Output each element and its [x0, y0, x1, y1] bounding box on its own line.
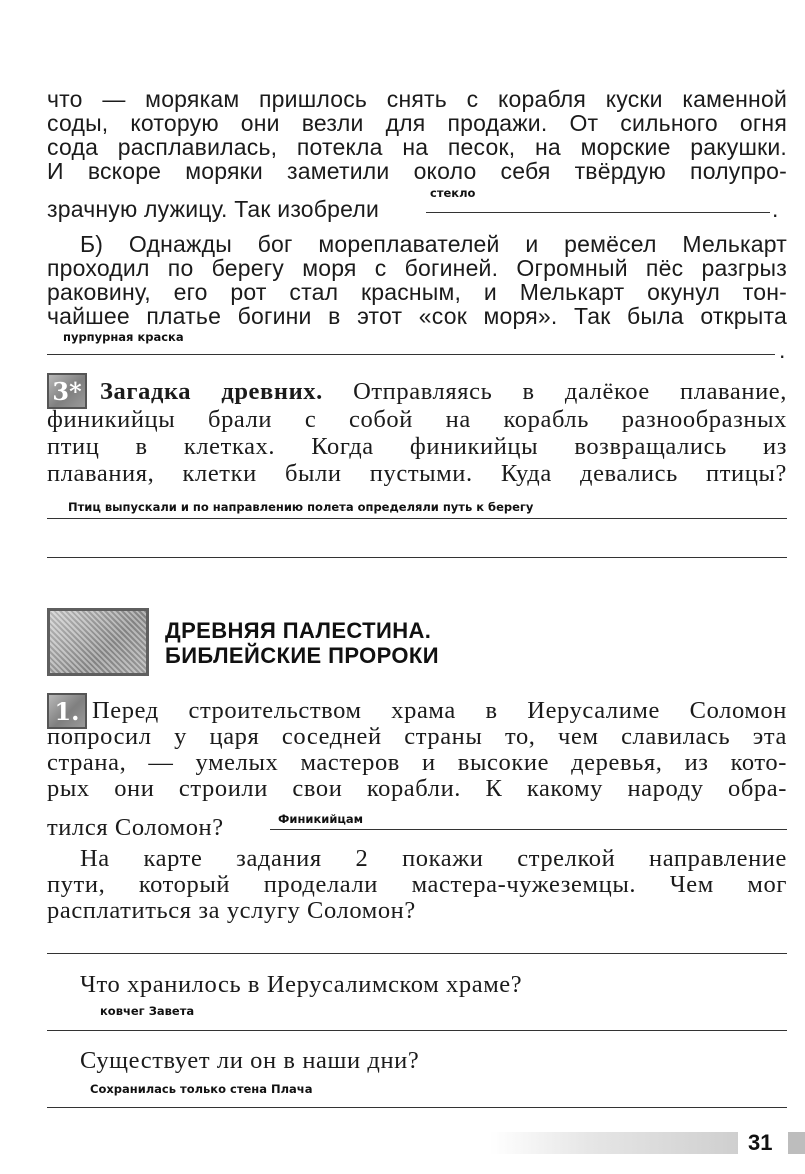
task-title: Загадка древних. — [100, 378, 323, 405]
section-heading-line2: БИБЛЕЙСКИЕ ПРОРОКИ — [165, 643, 439, 668]
answer-line — [270, 829, 787, 830]
text-line: расплатиться за услугу Соломон? — [47, 897, 416, 924]
handwritten-answer: Птиц выпускали и по направлению полета определяли путь к берегу — [68, 500, 534, 514]
section-heading-line1: ДРЕВНЯЯ ПАЛЕСТИНА. — [165, 618, 432, 643]
text-line: На карте задания 2 покажи стрелкой направление — [80, 845, 787, 872]
text-line: что — морякам пришлось снять с корабля куски каменной — [47, 86, 787, 112]
text-line: соды, которую они везли для продажи. От сильного огня — [47, 110, 787, 136]
answer-line — [47, 557, 787, 558]
text-line: попросил у царя соседней страны то, чем славилась эта — [47, 723, 787, 750]
text-line: финикийцы брали с собой на корабль разнообразных — [47, 406, 787, 433]
text-span: Однажды бог мореплавателей и ремёсел Мелькарт — [128, 231, 787, 257]
text-span: Отправляясь в далёкое плавание, — [353, 378, 788, 405]
text-line: проходил по берегу моря с богиней. Огромный пёс разгрыз — [47, 255, 787, 281]
text-line: Перед строительством храма в Иерусалиме Соломон — [92, 697, 787, 724]
text-line: зрачную лужицу. Так изобрели — [47, 196, 380, 222]
text-line: сода расплавилась, потекла на песок, на морские ракушки. — [47, 134, 787, 160]
period: . — [772, 196, 779, 222]
answer-line — [47, 1107, 787, 1108]
answer-line — [47, 354, 775, 355]
question-exists: Существует ли он в наши дни? — [80, 1047, 420, 1074]
text-line: рых они строили свои корабли. К какому народу обра- — [47, 775, 787, 802]
paragraph-label: Б) — [80, 231, 104, 257]
handwritten-answer: пурпурная краска — [63, 330, 184, 344]
text-line: пути, который проделали мастера-чужеземцы. Чем мог — [47, 871, 787, 898]
question-temple: Что хранилось в Иерусалимском храме? — [80, 971, 523, 998]
answer-line — [426, 212, 770, 213]
page-number: 31 — [748, 1130, 773, 1155]
text-line: И вскоре моряки заметили около себя твёрдую полупро- — [47, 158, 787, 184]
answer-line — [47, 1030, 787, 1031]
task-number-badge: 3* — [47, 373, 87, 409]
period: . — [779, 337, 786, 363]
page-footer-bar — [490, 1132, 738, 1154]
answer-line — [47, 518, 787, 519]
handwritten-answer: стекло — [430, 186, 476, 200]
text-line — [100, 378, 787, 406]
text-line: птиц в клетках. Когда финикийцы возвращались из — [47, 433, 787, 460]
text-line: раковину, его рот стал красным, и Мелькарт окунул тон- — [47, 279, 787, 305]
text-line — [80, 231, 787, 258]
handwritten-answer: Финикийцам — [278, 812, 364, 826]
answer-line — [47, 953, 787, 954]
text-line: чайшее платье богини в этот «сок моря». Так была открыта — [47, 303, 787, 329]
handwritten-answer: ковчег Завета — [100, 1004, 195, 1018]
text-line: страна, — умелых мастеров и высокие деревья, из кото- — [47, 749, 787, 776]
handwritten-answer: Сохранилась только стена Плача — [90, 1082, 313, 1096]
text-line: тился Соломон? — [47, 814, 224, 841]
text-line: плавания, клетки были пустыми. Куда девались птицы? — [47, 460, 787, 487]
section-marker-block — [47, 608, 149, 676]
task-number-badge: 1. — [47, 693, 87, 729]
page-footer-tab — [788, 1132, 805, 1154]
